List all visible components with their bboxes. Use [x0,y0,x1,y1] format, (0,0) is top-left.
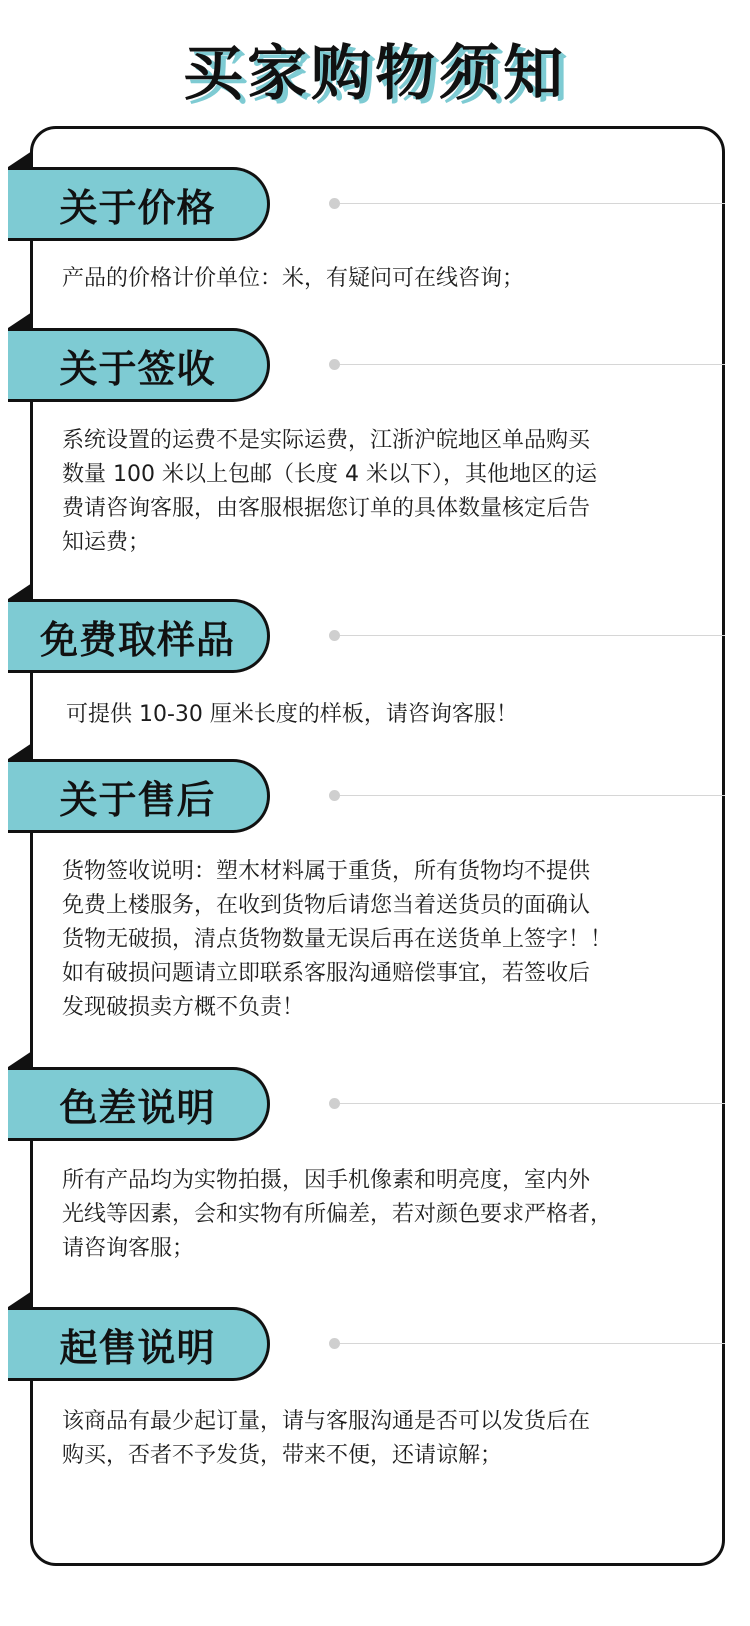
tab-fold [8,151,32,167]
text-line: 如有破损问题请立即联系客服沟通赔偿事宜，若签收后 [62,961,591,986]
text-line: 货物无破损，清点货物数量无误后再在送货单上签字！！ [62,927,613,952]
section-body [62,1405,682,1473]
section-heading: 关于价格 [8,167,270,241]
divider-line [340,795,725,796]
divider-line [340,364,725,365]
section-heading: 关于售后 [8,759,270,833]
section-body [62,855,682,1025]
tab-fold [8,312,32,328]
section-body [62,1164,682,1266]
text-line: 可提供 10-30 厘米长度的样板，请咨询客服！ [66,702,518,727]
text-line: 产品的价格计价单位：米，有疑问可在线咨询； [62,266,525,291]
section-heading: 色差说明 [8,1067,270,1141]
text-line: 该商品有最少起订量，请与客服沟通是否可以发货后在 [62,1409,591,1434]
divider-line [340,1103,725,1104]
divider-dot [329,630,340,641]
section-body [66,698,686,732]
section-body [62,262,682,296]
divider-line [340,1343,725,1344]
section-heading: 关于签收 [8,328,270,402]
text-line: 购买，否者不予发货，带来不便，还请谅解； [62,1443,503,1468]
text-line: 数量 100 米以上包邮（长度 4 米以下），其他地区的运 [62,462,597,487]
text-line: 发现破损卖方概不负责！ [62,995,305,1020]
text-line: 请咨询客服； [62,1236,195,1261]
section-heading: 起售说明 [8,1307,270,1381]
tab-fold [8,1051,32,1067]
divider-line [340,635,725,636]
text-line: 所有产品均为实物拍摄，因手机像素和明亮度，室内外 [62,1168,591,1193]
divider-dot [329,198,340,209]
section-body [62,424,682,560]
text-line: 知运费； [62,530,151,555]
divider-dot [329,359,340,370]
divider-dot [329,1098,340,1109]
text-line: 费请咨询客服，由客服根据您订单的具体数量核定后告 [62,496,591,521]
section-heading: 免费取样品 [8,599,270,673]
tab-fold [8,1291,32,1307]
divider-dot [329,1338,340,1349]
text-line: 光线等因素，会和实物有所偏差，若对颜色要求严格者， [62,1202,613,1227]
page-title: 买家购物须知 [183,39,567,109]
tab-fold [8,743,32,759]
divider-dot [329,790,340,801]
tab-fold [8,583,32,599]
text-line: 免费上楼服务，在收到货物后请您当着送货员的面确认 [62,893,591,918]
text-line: 货物签收说明：塑木材料属于重货，所有货物均不提供 [62,859,591,884]
text-line: 系统设置的运费不是实际运费，江浙沪皖地区单品购买 [62,428,591,453]
divider-line [340,203,725,204]
